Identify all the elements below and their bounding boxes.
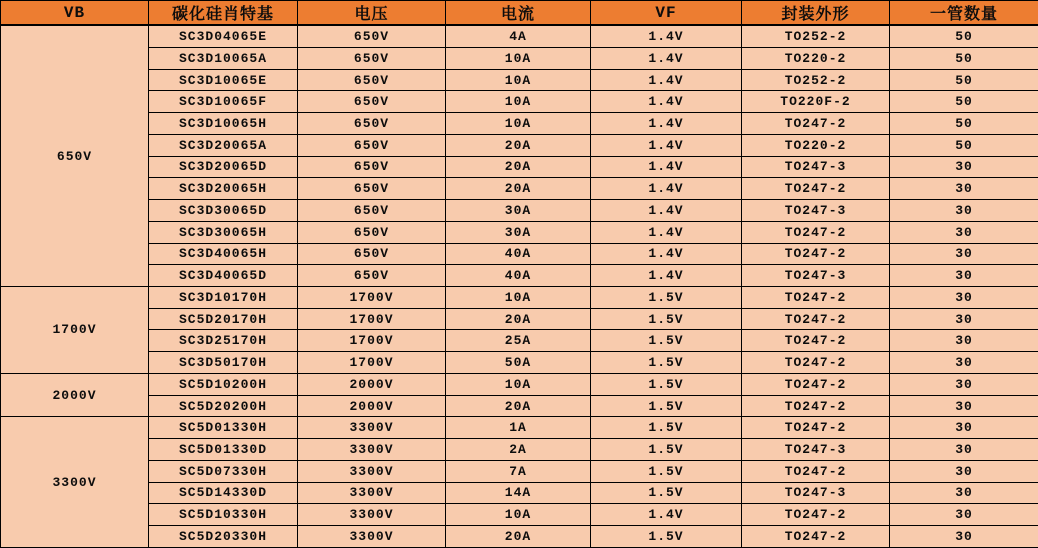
cell-vf: 1.5V	[591, 352, 742, 374]
cell-qty: 30	[890, 417, 1038, 439]
column-header-qty: 一管数量	[890, 1, 1038, 26]
cell-qty: 50	[890, 47, 1038, 69]
table-row	[1, 287, 1038, 309]
cell-current: 40A	[446, 265, 591, 287]
cell-package: TO220-2	[742, 47, 890, 69]
cell-package: TO247-3	[742, 265, 890, 287]
cell-package: TO247-3	[742, 200, 890, 222]
cell-part: SC3D50170H	[149, 352, 298, 374]
cell-voltage: 3300V	[298, 439, 446, 461]
cell-voltage: 650V	[298, 91, 446, 113]
cell-voltage: 2000V	[298, 395, 446, 417]
column-header-vb: VB	[1, 1, 149, 26]
table-row	[1, 504, 1038, 526]
cell-qty: 50	[890, 25, 1038, 47]
cell-vf: 1.5V	[591, 417, 742, 439]
cell-part: SC3D40065H	[149, 243, 298, 265]
cell-part: SC5D10330H	[149, 504, 298, 526]
cell-part: SC5D07330H	[149, 460, 298, 482]
cell-voltage: 1700V	[298, 287, 446, 309]
cell-package: TO247-2	[742, 113, 890, 135]
cell-qty: 30	[890, 200, 1038, 222]
cell-part: SC3D20065A	[149, 134, 298, 156]
cell-current: 14A	[446, 482, 591, 504]
table-row	[1, 373, 1038, 395]
cell-current: 4A	[446, 25, 591, 47]
cell-voltage: 3300V	[298, 417, 446, 439]
table-row	[1, 25, 1038, 47]
table-row	[1, 395, 1038, 417]
cell-qty: 50	[890, 69, 1038, 91]
table-row	[1, 460, 1038, 482]
table-row	[1, 243, 1038, 265]
cell-part: SC5D01330H	[149, 417, 298, 439]
cell-current: 25A	[446, 330, 591, 352]
cell-qty: 30	[890, 482, 1038, 504]
cell-qty: 30	[890, 156, 1038, 178]
cell-voltage: 3300V	[298, 460, 446, 482]
cell-qty: 50	[890, 91, 1038, 113]
cell-voltage: 650V	[298, 25, 446, 47]
cell-current: 10A	[446, 47, 591, 69]
cell-voltage: 650V	[298, 69, 446, 91]
cell-current: 10A	[446, 69, 591, 91]
cell-current: 10A	[446, 113, 591, 135]
cell-package: TO247-2	[742, 352, 890, 374]
table-row	[1, 221, 1038, 243]
cell-package: TO252-2	[742, 69, 890, 91]
column-header-part: 碳化硅肖特基	[149, 1, 298, 26]
cell-package: TO247-3	[742, 439, 890, 461]
vb-group-cell: 1700V	[1, 287, 149, 374]
cell-part: SC3D40065D	[149, 265, 298, 287]
cell-current: 20A	[446, 395, 591, 417]
cell-package: TO247-3	[742, 156, 890, 178]
cell-current: 10A	[446, 373, 591, 395]
cell-package: TO220-2	[742, 134, 890, 156]
cell-qty: 30	[890, 439, 1038, 461]
table-row	[1, 69, 1038, 91]
table-row	[1, 113, 1038, 135]
cell-current: 30A	[446, 200, 591, 222]
cell-package: TO247-2	[742, 221, 890, 243]
cell-qty: 30	[890, 504, 1038, 526]
column-header-current: 电流	[446, 1, 591, 26]
cell-part: SC3D20065H	[149, 178, 298, 200]
cell-package: TO247-2	[742, 526, 890, 548]
cell-voltage: 650V	[298, 134, 446, 156]
cell-qty: 30	[890, 287, 1038, 309]
cell-voltage: 3300V	[298, 482, 446, 504]
cell-package: TO220F-2	[742, 91, 890, 113]
cell-package: TO247-2	[742, 460, 890, 482]
vb-group-cell: 2000V	[1, 373, 149, 416]
cell-current: 30A	[446, 221, 591, 243]
cell-voltage: 1700V	[298, 308, 446, 330]
cell-voltage: 1700V	[298, 352, 446, 374]
cell-current: 10A	[446, 287, 591, 309]
table-row	[1, 200, 1038, 222]
cell-vf: 1.5V	[591, 395, 742, 417]
cell-part: SC3D20065D	[149, 156, 298, 178]
table-row	[1, 156, 1038, 178]
cell-vf: 1.4V	[591, 25, 742, 47]
cell-current: 10A	[446, 91, 591, 113]
cell-current: 7A	[446, 460, 591, 482]
cell-vf: 1.4V	[591, 134, 742, 156]
table-body	[1, 25, 1038, 548]
cell-vf: 1.5V	[591, 287, 742, 309]
table-row	[1, 330, 1038, 352]
cell-vf: 1.4V	[591, 200, 742, 222]
cell-qty: 30	[890, 526, 1038, 548]
cell-vf: 1.4V	[591, 243, 742, 265]
column-header-vf: VF	[591, 1, 742, 26]
cell-vf: 1.4V	[591, 221, 742, 243]
cell-part: SC5D20170H	[149, 308, 298, 330]
cell-vf: 1.5V	[591, 308, 742, 330]
cell-part: SC3D10065A	[149, 47, 298, 69]
cell-current: 20A	[446, 526, 591, 548]
cell-qty: 30	[890, 395, 1038, 417]
cell-part: SC5D10200H	[149, 373, 298, 395]
cell-voltage: 650V	[298, 221, 446, 243]
cell-vf: 1.5V	[591, 330, 742, 352]
table-row	[1, 178, 1038, 200]
column-header-voltage: 电压	[298, 1, 446, 26]
cell-package: TO247-2	[742, 417, 890, 439]
cell-current: 2A	[446, 439, 591, 461]
cell-vf: 1.4V	[591, 504, 742, 526]
table-row	[1, 482, 1038, 504]
vb-group-cell: 3300V	[1, 417, 149, 548]
cell-vf: 1.4V	[591, 265, 742, 287]
header-row	[1, 1, 1038, 26]
cell-voltage: 650V	[298, 265, 446, 287]
cell-package: TO247-2	[742, 395, 890, 417]
cell-voltage: 650V	[298, 243, 446, 265]
cell-qty: 30	[890, 352, 1038, 374]
cell-vf: 1.5V	[591, 373, 742, 395]
cell-part: SC5D20330H	[149, 526, 298, 548]
cell-part: SC5D14330D	[149, 482, 298, 504]
cell-voltage: 650V	[298, 47, 446, 69]
cell-voltage: 1700V	[298, 330, 446, 352]
cell-qty: 30	[890, 308, 1038, 330]
cell-qty: 30	[890, 330, 1038, 352]
table-row	[1, 91, 1038, 113]
cell-vf: 1.5V	[591, 526, 742, 548]
cell-current: 20A	[446, 156, 591, 178]
cell-vf: 1.4V	[591, 113, 742, 135]
cell-current: 10A	[446, 504, 591, 526]
cell-voltage: 2000V	[298, 373, 446, 395]
cell-package: TO247-2	[742, 330, 890, 352]
table-row	[1, 526, 1038, 548]
cell-package: TO247-3	[742, 482, 890, 504]
cell-vf: 1.4V	[591, 47, 742, 69]
cell-part: SC3D10170H	[149, 287, 298, 309]
table-row	[1, 308, 1038, 330]
cell-qty: 30	[890, 265, 1038, 287]
cell-qty: 30	[890, 243, 1038, 265]
cell-part: SC5D20200H	[149, 395, 298, 417]
cell-qty: 30	[890, 373, 1038, 395]
cell-package: TO247-2	[742, 373, 890, 395]
table-row	[1, 439, 1038, 461]
cell-part: SC3D10065F	[149, 91, 298, 113]
cell-package: TO247-2	[742, 243, 890, 265]
cell-package: TO247-2	[742, 504, 890, 526]
cell-vf: 1.5V	[591, 460, 742, 482]
table-row	[1, 265, 1038, 287]
table-row	[1, 134, 1038, 156]
cell-current: 1A	[446, 417, 591, 439]
table-row	[1, 352, 1038, 374]
cell-voltage: 3300V	[298, 504, 446, 526]
cell-qty: 30	[890, 221, 1038, 243]
cell-vf: 1.4V	[591, 156, 742, 178]
cell-qty: 50	[890, 113, 1038, 135]
vb-group-cell: 650V	[1, 25, 149, 287]
cell-package: TO247-2	[742, 287, 890, 309]
cell-voltage: 650V	[298, 156, 446, 178]
cell-package: TO247-2	[742, 178, 890, 200]
cell-part: SC3D10065E	[149, 69, 298, 91]
cell-current: 20A	[446, 308, 591, 330]
table-row	[1, 417, 1038, 439]
cell-current: 20A	[446, 134, 591, 156]
cell-package: TO252-2	[742, 25, 890, 47]
cell-part: SC3D04065E	[149, 25, 298, 47]
cell-package: TO247-2	[742, 308, 890, 330]
cell-vf: 1.4V	[591, 69, 742, 91]
cell-vf: 1.4V	[591, 178, 742, 200]
cell-vf: 1.4V	[591, 91, 742, 113]
cell-part: SC5D01330D	[149, 439, 298, 461]
cell-part: SC3D10065H	[149, 113, 298, 135]
cell-part: SC3D30065H	[149, 221, 298, 243]
cell-voltage: 3300V	[298, 526, 446, 548]
cell-current: 50A	[446, 352, 591, 374]
table-row	[1, 47, 1038, 69]
cell-voltage: 650V	[298, 200, 446, 222]
column-header-package: 封装外形	[742, 1, 890, 26]
cell-qty: 30	[890, 460, 1038, 482]
cell-current: 40A	[446, 243, 591, 265]
cell-qty: 50	[890, 134, 1038, 156]
cell-current: 20A	[446, 178, 591, 200]
cell-part: SC3D25170H	[149, 330, 298, 352]
cell-voltage: 650V	[298, 113, 446, 135]
cell-part: SC3D30065D	[149, 200, 298, 222]
cell-voltage: 650V	[298, 178, 446, 200]
cell-qty: 30	[890, 178, 1038, 200]
cell-vf: 1.5V	[591, 439, 742, 461]
cell-vf: 1.5V	[591, 482, 742, 504]
